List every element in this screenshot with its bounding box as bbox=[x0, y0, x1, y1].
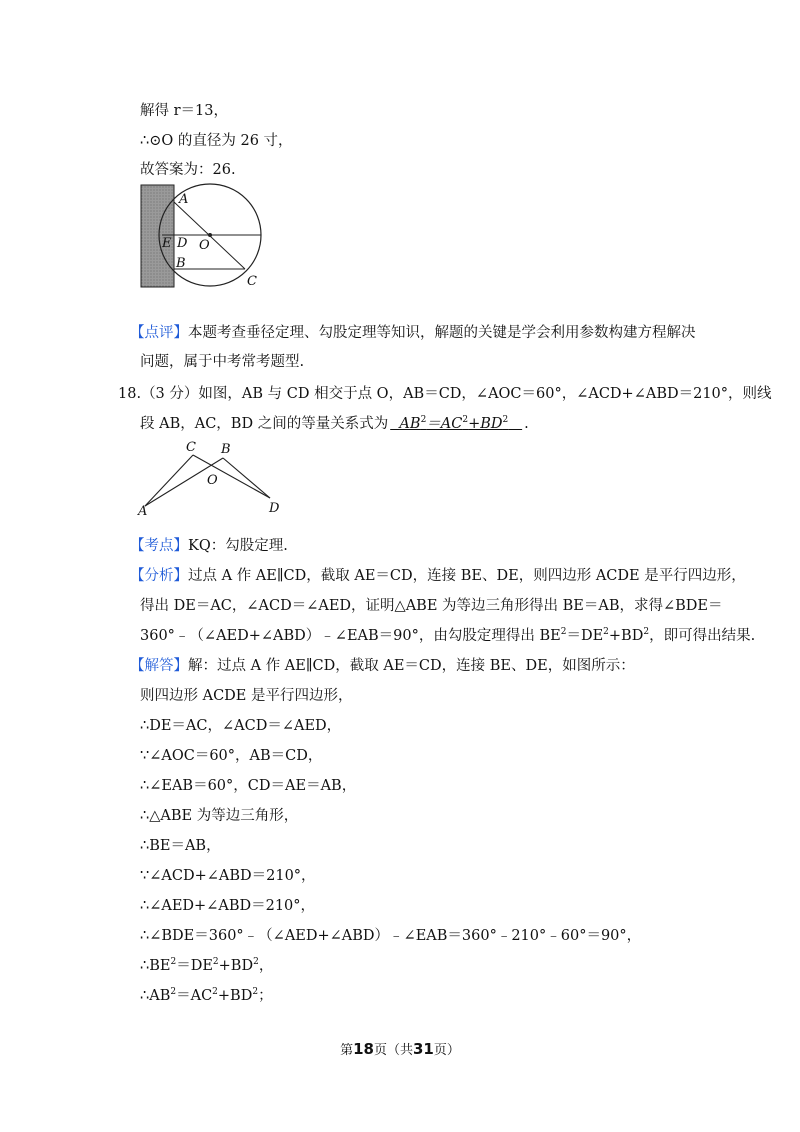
kaodian-line bbox=[130, 536, 288, 556]
ans-sup-3: 2 bbox=[502, 415, 509, 426]
jieda-step-4: ∴∠EAB＝60°，CD＝AE＝AB， bbox=[140, 778, 357, 794]
s10c: +BD bbox=[218, 958, 254, 974]
jieda-text-0: 解：过点 A 作 AE∥CD，截取 AE＝CD，连接 BE、DE，如图所示： bbox=[188, 658, 635, 674]
label-o: O bbox=[199, 238, 210, 253]
answer-blank bbox=[388, 416, 524, 432]
s10-sup-2: 2 bbox=[212, 957, 219, 968]
label-e: E bbox=[162, 236, 172, 251]
fenxi-3c: +BD bbox=[608, 628, 644, 644]
page-footer bbox=[0, 1039, 800, 1058]
jieda-tag: 【解答】 bbox=[130, 658, 188, 674]
question-number: 18. bbox=[118, 386, 142, 402]
fenxi-sup-1: 2 bbox=[560, 627, 567, 638]
line-bd bbox=[223, 458, 270, 498]
comment-text-1: 本题考查垂径定理、勾股定理等知识，解题的关键是学会利用参数构建方程解决 bbox=[188, 325, 696, 341]
figure-circle-wall bbox=[135, 183, 275, 291]
fenxi-line-1 bbox=[130, 566, 746, 586]
comment-line-1 bbox=[130, 323, 696, 343]
jieda-step-10 bbox=[140, 956, 273, 976]
footer-post: 页） bbox=[433, 1043, 460, 1058]
text-line-answer: 故答案为：26. bbox=[140, 162, 236, 178]
fenxi-tag: 【分析】 bbox=[130, 568, 188, 584]
ans-part-c: +BD bbox=[468, 416, 503, 432]
label-c: C bbox=[247, 274, 257, 289]
ans-sup-2: 2 bbox=[462, 415, 469, 426]
footer-page-number: 18 bbox=[353, 1040, 374, 1058]
question-18-line-2 bbox=[140, 414, 529, 434]
s10-sup-1: 2 bbox=[170, 957, 177, 968]
s11c: +BD bbox=[217, 988, 253, 1004]
question-end: . bbox=[524, 416, 529, 432]
label-a: A bbox=[138, 504, 148, 518]
label-d: D bbox=[177, 236, 188, 251]
fenxi-sup-2: 2 bbox=[603, 627, 609, 638]
s11b: ＝AC bbox=[176, 988, 213, 1004]
s11d: ； bbox=[258, 988, 273, 1004]
fenxi-3a: 360°﹣（∠AED+∠ABD）﹣∠EAB＝90°，由勾股定理得出 BE bbox=[140, 628, 561, 644]
s11-sup-2: 2 bbox=[212, 987, 218, 998]
label-c: C bbox=[186, 440, 196, 455]
footer-total-pages: 31 bbox=[413, 1040, 434, 1058]
comment-line-2: 问题，属于中考常考题型. bbox=[140, 354, 305, 370]
s11-sup-3: 2 bbox=[252, 987, 259, 998]
ans-part-a: AB bbox=[399, 416, 421, 432]
fenxi-line-3 bbox=[140, 626, 755, 646]
label-a: A bbox=[179, 192, 189, 207]
ans-part-b: ＝AC bbox=[426, 416, 463, 432]
s10b: ＝DE bbox=[176, 958, 213, 974]
s10d: ， bbox=[258, 958, 274, 974]
s10a: ∴BE bbox=[140, 958, 171, 974]
label-b: B bbox=[221, 442, 231, 457]
jieda-step-9: ∴∠BDE＝360°﹣（∠AED+∠ABD）﹣∠EAB＝360°﹣210°﹣60°＝90°， bbox=[140, 928, 642, 944]
footer-mid: 页（共 bbox=[373, 1043, 413, 1058]
ans-sup-1: 2 bbox=[420, 415, 427, 426]
jieda-step-7: ∵∠ACD+∠ABD＝210°， bbox=[140, 868, 316, 884]
kaodian-tag: 【考点】 bbox=[130, 538, 188, 554]
comment-tag: 【点评】 bbox=[130, 325, 188, 341]
label-o: O bbox=[207, 473, 218, 488]
jieda-step-11 bbox=[140, 986, 273, 1006]
jieda-step-5: ∴△ABE 为等边三角形， bbox=[140, 808, 299, 824]
question-text-1: （3 分）如图，AB 与 CD 相交于点 O，AB＝CD，∠AOC＝60°，∠ACD+∠ABD＝210°，则线 bbox=[141, 386, 772, 402]
s11a: ∴AB bbox=[140, 988, 171, 1004]
fenxi-3b: ＝DE bbox=[566, 628, 604, 644]
center-dot bbox=[208, 233, 212, 237]
jieda-step-8: ∴∠AED+∠ABD＝210°， bbox=[140, 898, 316, 914]
fenxi-line-2: 得出 DE＝AC，∠ACD＝∠AED，证明△ABE 为等边三角形得出 BE＝AB，求得∠BDE＝ bbox=[140, 598, 723, 614]
s10-sup-3: 2 bbox=[253, 957, 259, 968]
footer-pre: 第 bbox=[340, 1043, 354, 1058]
text-line-diameter: ∴⊙O 的直径为 26 寸， bbox=[140, 133, 293, 149]
kaodian-text: KQ：勾股定理. bbox=[188, 538, 288, 554]
jieda-step-3: ∵∠AOC＝60°，AB＝CD， bbox=[140, 748, 323, 764]
s11-sup-1: 2 bbox=[170, 987, 177, 998]
label-b: B bbox=[176, 256, 186, 271]
question-text-2: 段 AB，AC，BD 之间的等量关系式为 bbox=[140, 416, 389, 432]
jieda-step-6: ∴BE＝AB， bbox=[140, 838, 221, 854]
line-cd bbox=[193, 455, 270, 498]
fenxi-3d: ，即可得出结果. bbox=[649, 628, 756, 644]
question-18-line-1 bbox=[118, 384, 772, 404]
text-line-solve-r: 解得 r＝13， bbox=[140, 103, 228, 119]
jieda-line-0 bbox=[130, 656, 635, 676]
fenxi-text-1: 过点 A 作 AE∥CD，截取 AE＝CD，连接 BE、DE，则四边形 ACDE 是平行四边形， bbox=[188, 568, 746, 584]
jieda-step-1: 则四边形 ACDE 是平行四边形， bbox=[140, 688, 353, 704]
label-d: D bbox=[269, 501, 280, 516]
fenxi-sup-3: 2 bbox=[643, 627, 650, 638]
figure-intersecting-lines bbox=[135, 438, 285, 518]
jieda-step-2: ∴DE＝AC，∠ACD＝∠AED， bbox=[140, 718, 342, 734]
